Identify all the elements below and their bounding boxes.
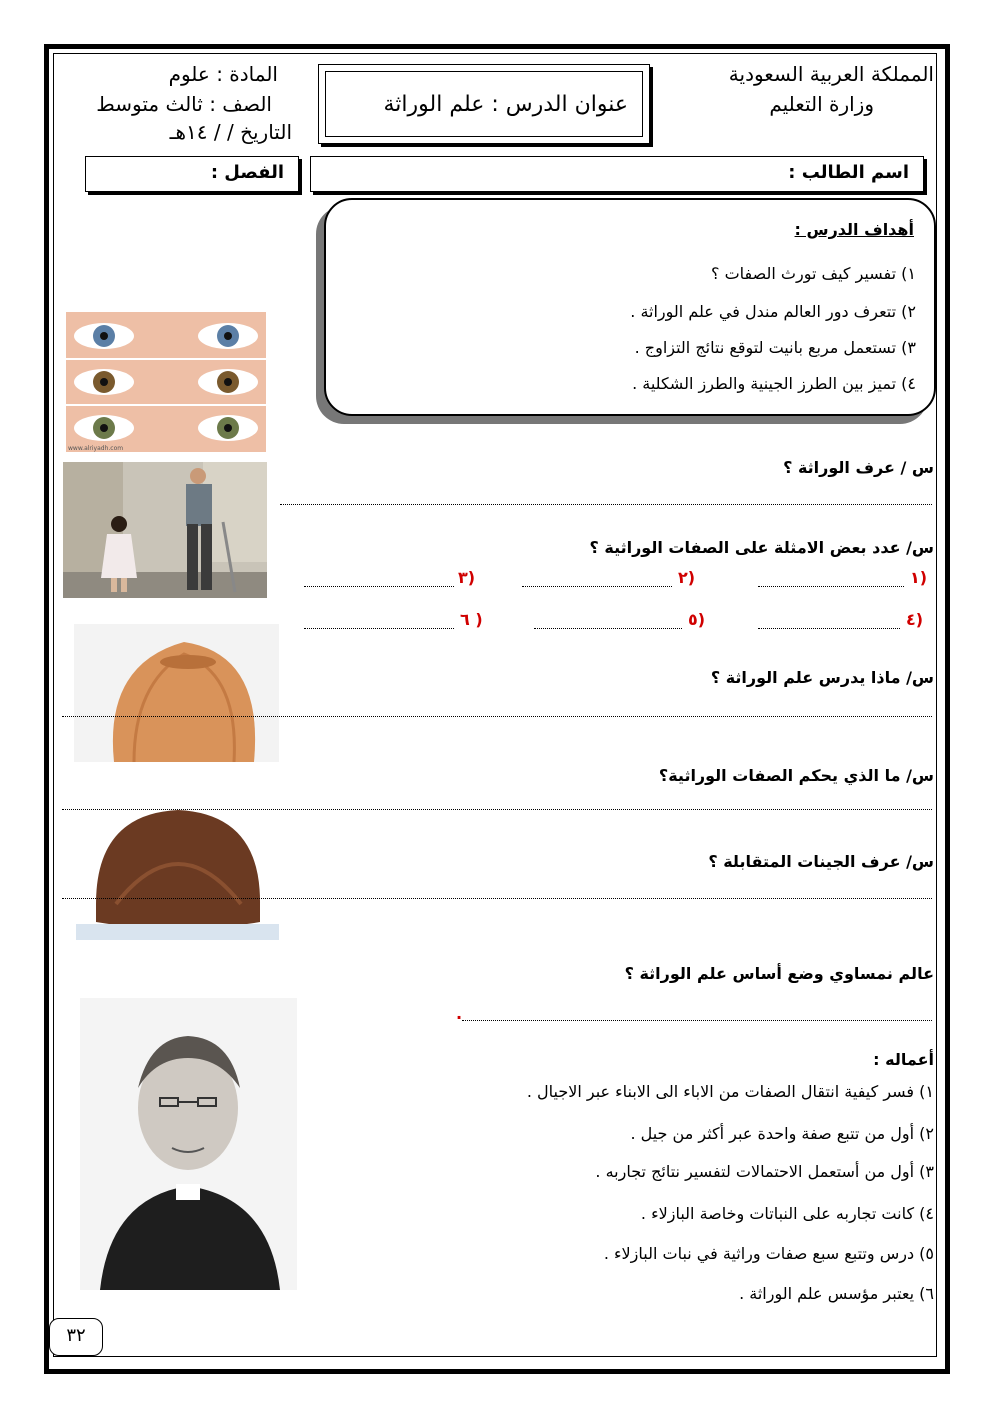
subject-label: المادة : علوم: [168, 62, 278, 86]
answer-line[interactable]: [534, 628, 682, 629]
answer-line[interactable]: [280, 504, 932, 505]
goal-item: ١) تفسير كيف تورث الصفات ؟: [711, 264, 916, 283]
answer-label-4: ٤): [906, 610, 924, 629]
lesson-title-box: [318, 64, 650, 144]
works-title: أعماله :: [873, 1050, 934, 1069]
works-item: ٢) أول من تتبع صفة واحدة عبر أكثر من جيل .: [630, 1124, 934, 1143]
answer-line[interactable]: [62, 898, 932, 899]
grade-label: الصف : ثالث متوسط: [96, 92, 272, 116]
works-item: ١) فسر كيفية انتقال الصفات من الاباء الى الابناء عبر الاجيال .: [526, 1082, 934, 1101]
goals-title: أهداف الدرس :: [794, 220, 914, 239]
goal-item: ٣) تستعمل مربع بانيت لتوقع نتائج التزاوج .: [634, 338, 916, 357]
lesson-title: عنوان الدرس : علم الوراثة: [383, 92, 628, 117]
kingdom-name: المملكة العربية السعودية: [728, 62, 934, 86]
goal-item: ٤) تميز بين الطرز الجينية والطرز الشكلية .: [632, 374, 916, 393]
answer-line[interactable]: [62, 809, 932, 810]
answer-line[interactable]: [522, 586, 672, 587]
question-what-controls-traits: س/ ما الذي يحكم الصفات الوراثية؟: [658, 766, 934, 785]
goal-item: ٢) تتعرف دور العالم مندل في علم الوراثة .: [630, 302, 916, 321]
eyes-photo: [66, 312, 266, 452]
red-hair-photo: [74, 624, 279, 762]
answer-label-1: ١): [910, 568, 928, 587]
date-label: التاريخ / / ١٤هـ: [169, 120, 292, 144]
answer-label-3: ٣): [458, 568, 476, 587]
ministry-name: وزارة التعليم: [769, 92, 874, 116]
works-item: ٥) درس وتتبع سبع صفات وراثية في نبات البازلاء .: [603, 1244, 934, 1263]
answer-line[interactable]: [304, 586, 454, 587]
page-number: ٣٢: [49, 1318, 103, 1356]
answer-label-5: ٥): [688, 610, 706, 629]
answer-line[interactable]: [758, 628, 900, 629]
brown-hair-photo: [76, 804, 279, 940]
answer-line[interactable]: [304, 628, 454, 629]
tall-man-girl-photo: [63, 462, 267, 598]
answer-line[interactable]: [62, 716, 932, 717]
class-label: الفصل :: [210, 162, 284, 183]
answer-label-2: ٢): [678, 568, 696, 587]
works-item: ٣) أول من أستعمل الاحتمالات لتفسير نتائج تجاربه .: [595, 1162, 934, 1181]
question-define-heredity: س / عرف الوراثة ؟: [783, 458, 934, 477]
answer-dot: .: [456, 1004, 463, 1023]
answer-line[interactable]: [462, 1020, 932, 1021]
question-what-genetics-studies: س/ ماذا يدرس علم الوراثة ؟: [710, 668, 934, 687]
question-austrian-scientist: عالم نمساوي وضع أساس علم الوراثة ؟: [624, 964, 934, 983]
class-field[interactable]: [85, 156, 299, 192]
question-list-traits: س/ عدد بعض الامثلة على الصفات الوراثية ؟: [589, 538, 934, 557]
answer-line[interactable]: [758, 586, 904, 587]
mendel-portrait: [80, 998, 297, 1290]
answer-label-6: ٦ ): [460, 610, 483, 629]
works-item: ٦) يعتبر مؤسس علم الوراثة .: [739, 1284, 934, 1303]
eyes-caption: www.alriyadh.com: [68, 445, 124, 452]
lesson-goals-box: [324, 198, 936, 416]
student-name-label: اسم الطالب :: [788, 162, 909, 183]
question-define-alleles: س/ عرف الجينات المتقابلة ؟: [708, 852, 934, 871]
student-name-field[interactable]: [310, 156, 924, 192]
works-item: ٤) كانت تجاربه على النباتات وخاصة البازلاء .: [640, 1204, 934, 1223]
